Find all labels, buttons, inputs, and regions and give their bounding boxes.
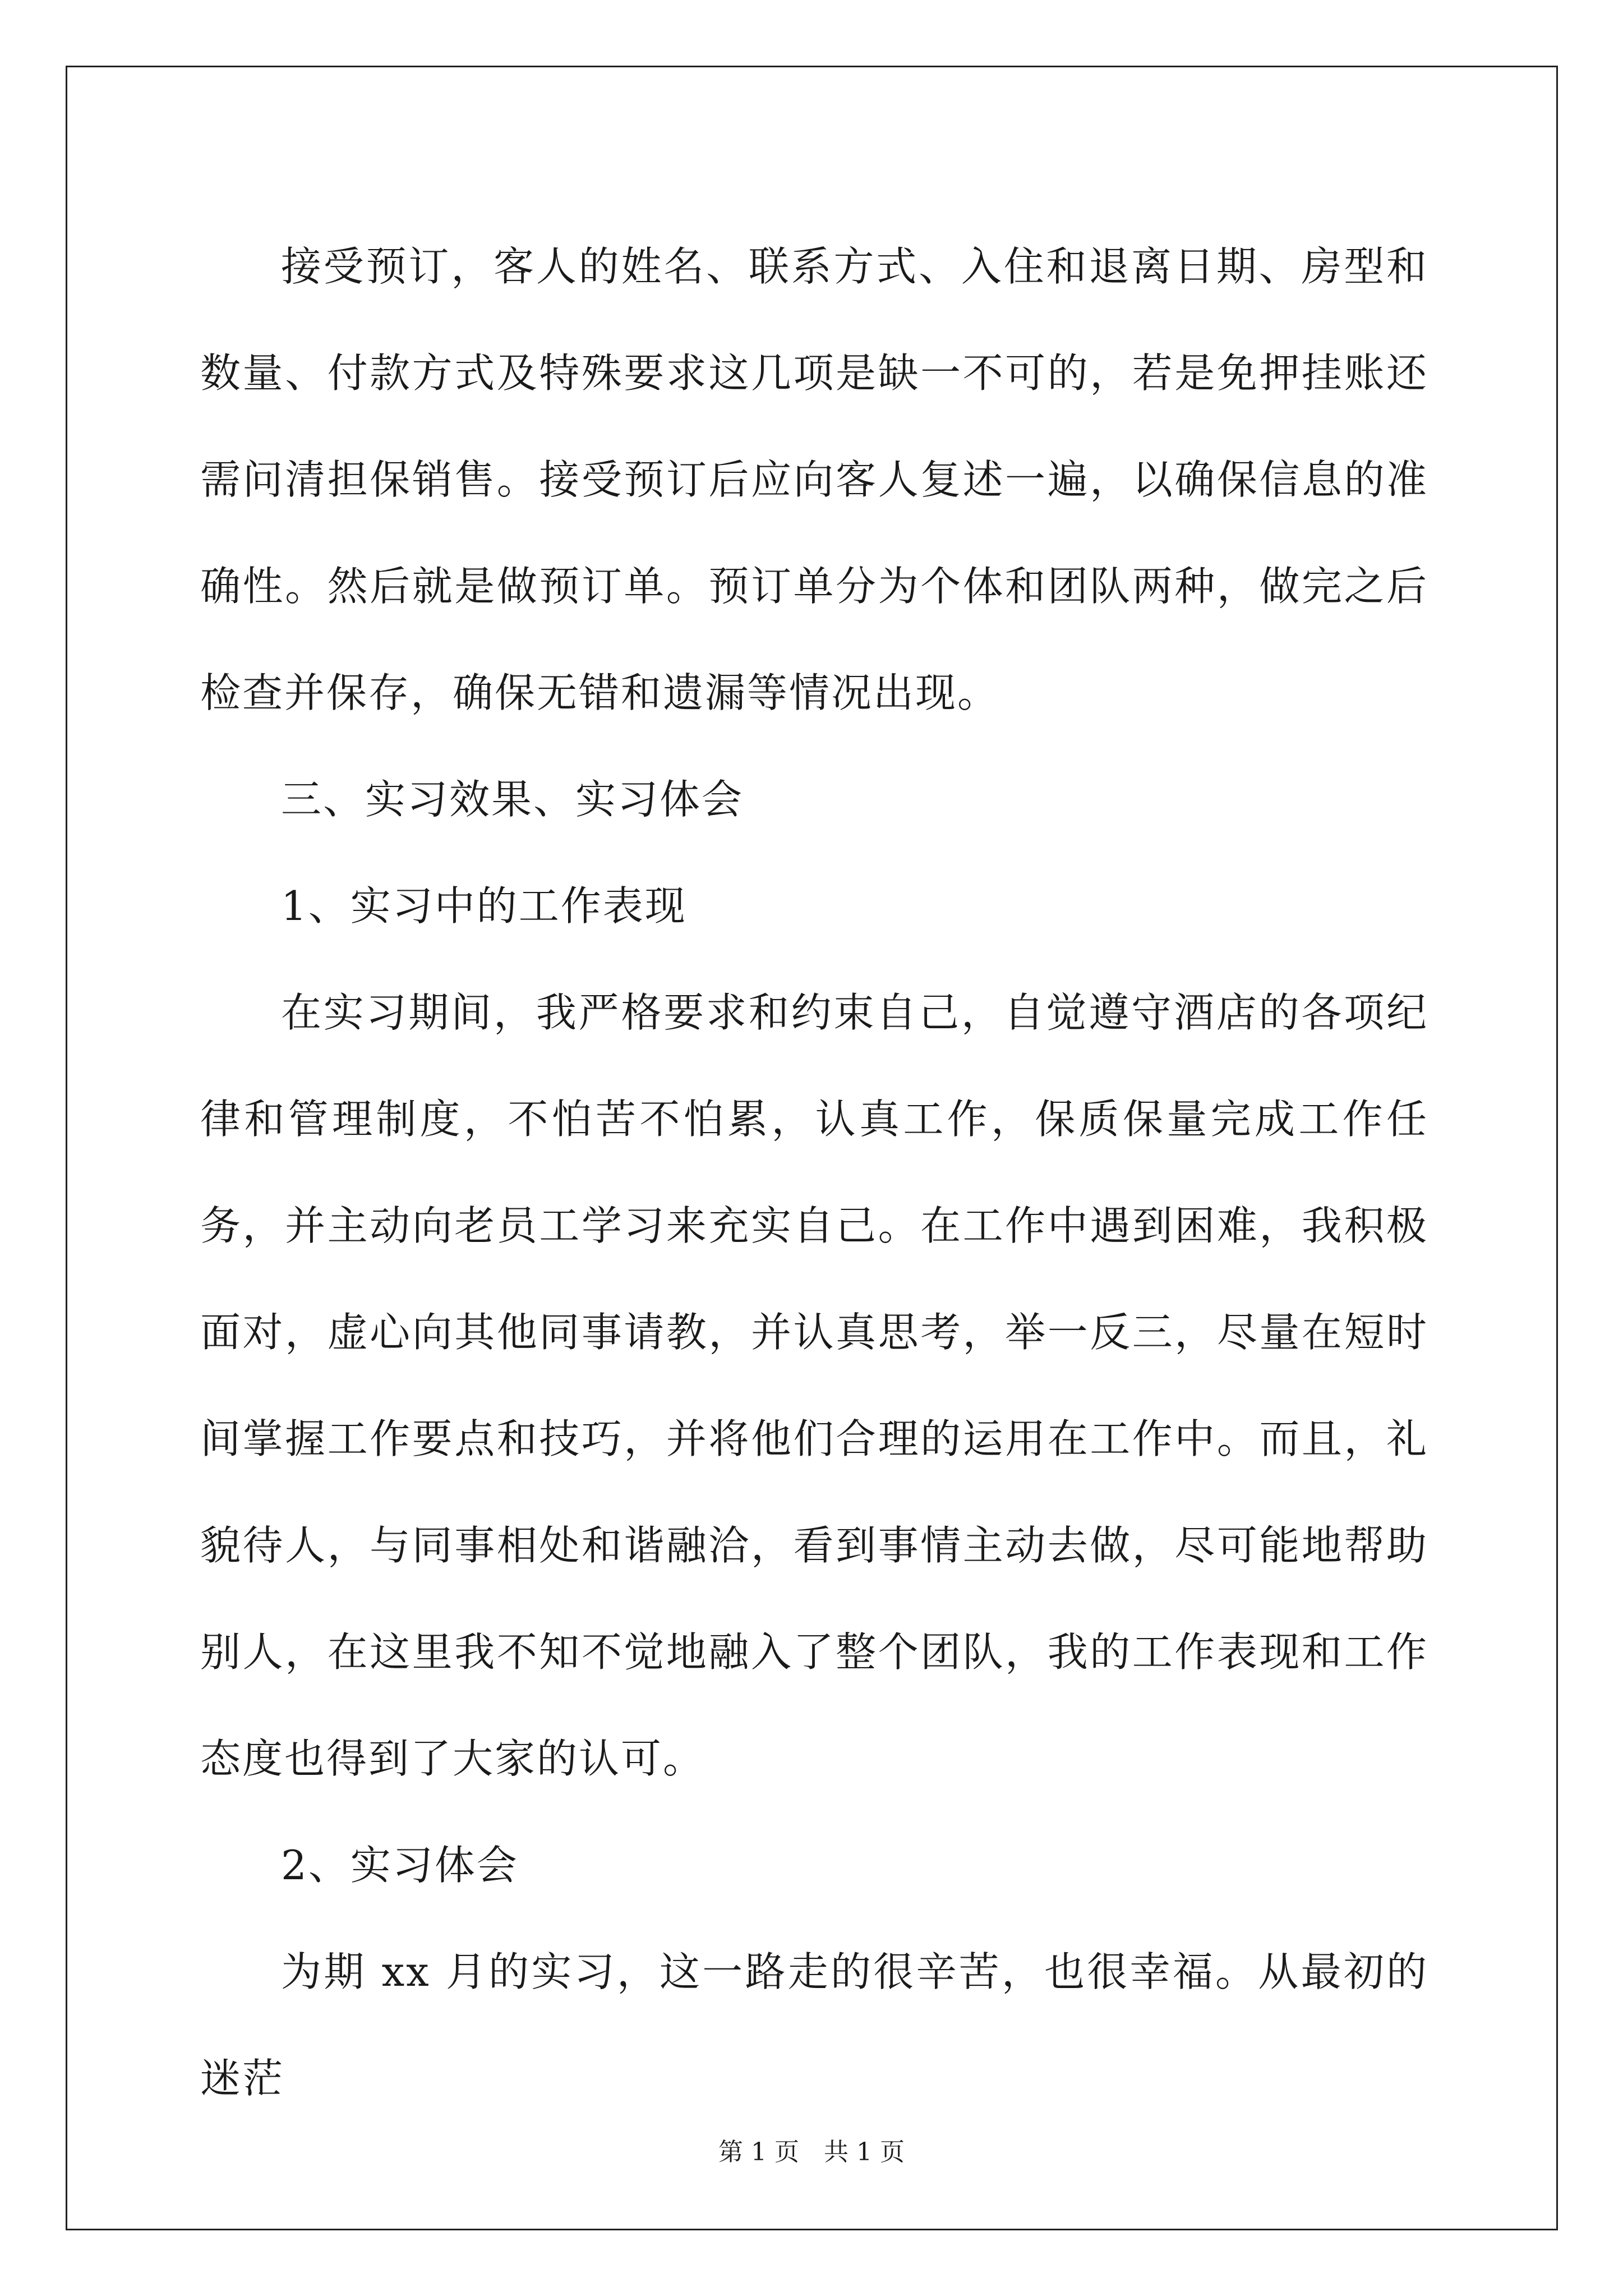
section-heading-internship-results: 三、实习效果、实习体会 — [281, 776, 744, 823]
document-body — [200, 213, 1428, 2132]
paragraph-internship-experience: 为期 xx 月的实习，这一路走的很辛苦，也很幸福。从最初的迷茫 — [200, 1948, 1428, 2102]
subheading-internship-experience: 2、实习体会 — [281, 1842, 519, 1889]
page-number-footer: 第 1 页 共 1 页 — [718, 2138, 905, 2166]
paragraph-reservation: 接受预订，客人的姓名、联系方式、入住和退离日期、房型和数量、付款方式及特殊要求这几项是缺一不可的，若是免押挂账还需问清担保销售。接受预订后应向客人复述一遍，以确保信息的准确性。然后就是做预订单。预订单分为个体和团队两种，做完之后检查并保存，确保无错和遗漏等情况出现。 — [200, 243, 1428, 716]
paragraph-work-performance: 在实习期间，我严格要求和约束自己，自觉遵守酒店的各项纪律和管理制度，不怕苦不怕累，认真工作，保质保量完成工作任务，并主动向老员工学习来充实自己。在工作中遇到困难，我积极面对，虚心向其他同事请教，并认真思考，举一反三，尽量在短时间掌握工作要点和技巧，并将他们合理的运用在工作中。而且，礼貌待人，与同事相处和谐融洽，看到事情主动去做，尽可能地帮助别人，在这里我不知不觉地融入了整个团队，我的工作表现和工作态度也得到了大家的认可。 — [200, 989, 1428, 1782]
subheading-work-performance: 1、实习中的工作表现 — [281, 882, 687, 930]
